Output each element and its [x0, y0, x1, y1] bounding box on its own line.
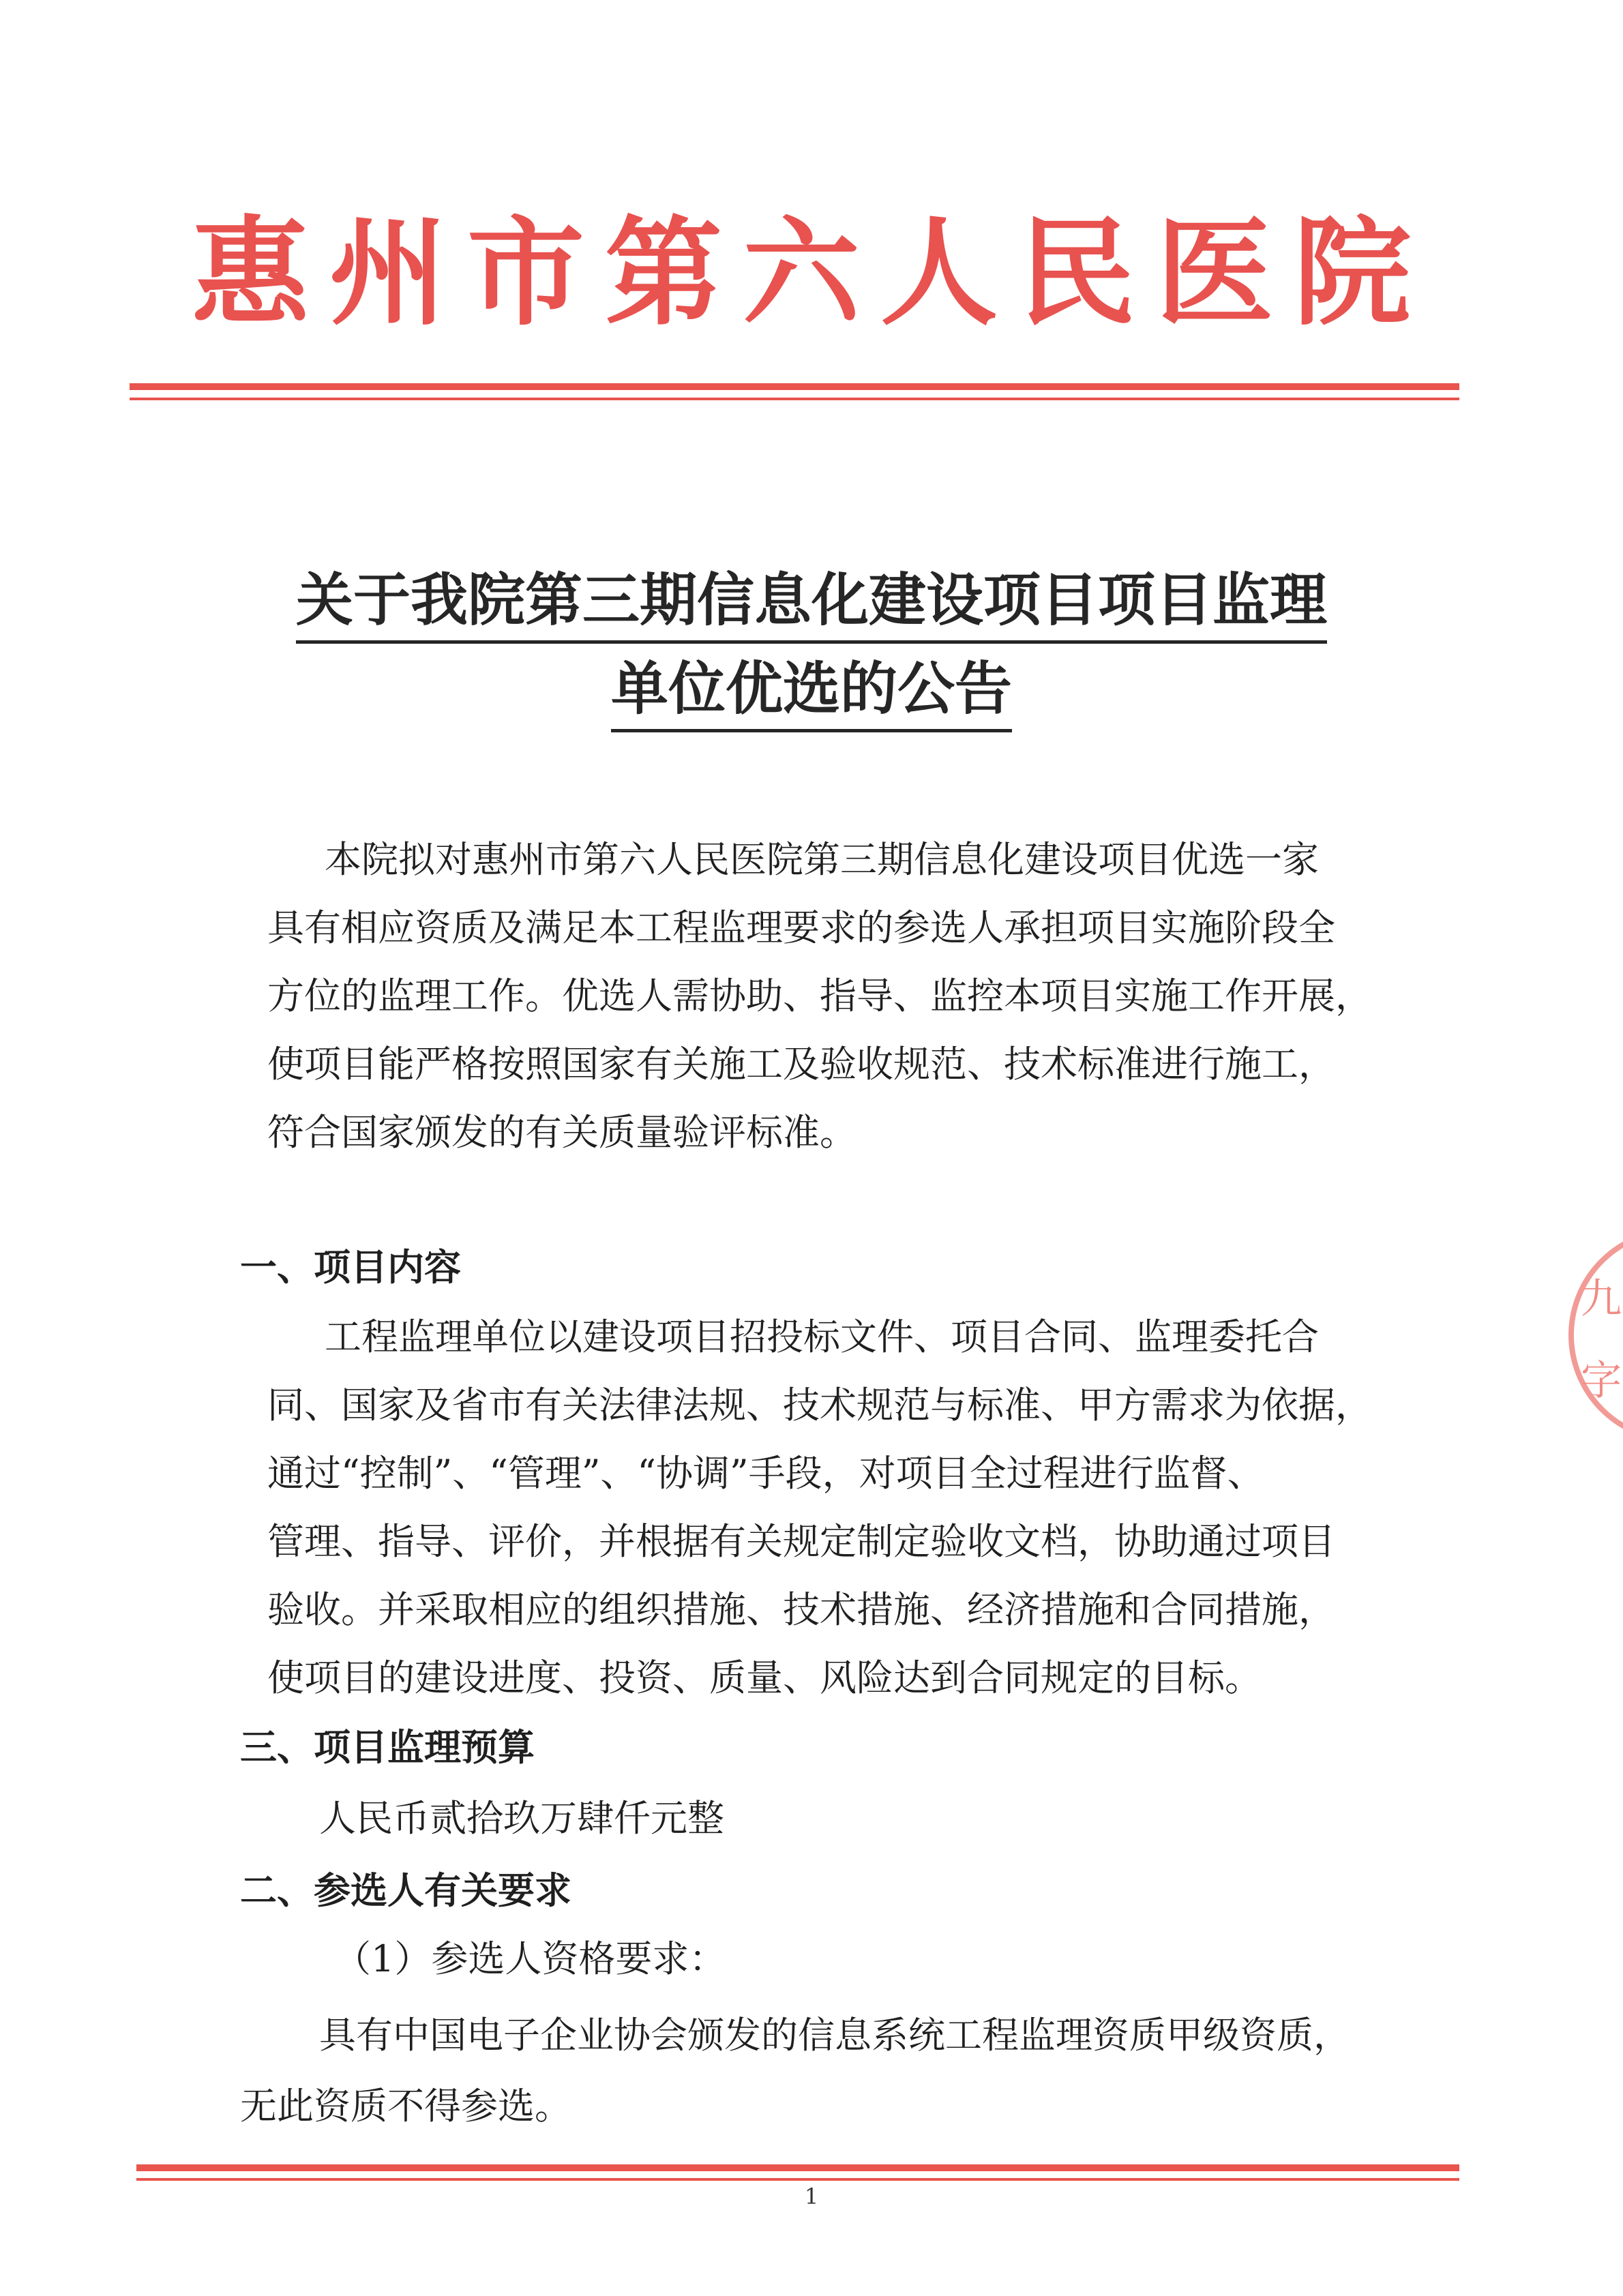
intro-line-3: 方位的监理工作。优选人需协助、指导、监控本项目实施工作开展，: [267, 974, 1372, 1017]
intro-line-1: 本院拟对惠州市第六人民医院第三期信息化建设项目优选一家: [325, 838, 1319, 881]
letterhead-title: 惠州市第六人民医院: [192, 205, 1431, 342]
content-line-6: 使项目的建设进度、投资、质量、风险达到合同规定的目标。: [267, 1656, 1262, 1699]
seal-character-2: 字: [1581, 1357, 1622, 1405]
budget-amount: 人民币贰拾玖万肆仟元整: [319, 1797, 724, 1840]
content-line-2: 同、国家及省市有关法律法规、技术规范与标准、甲方需求为依据，: [267, 1384, 1372, 1427]
requirement-subheading: （1）参选人资格要求：: [334, 1937, 726, 1980]
intro-line-5: 符合国家颁发的有关质量验评标准。: [267, 1111, 857, 1154]
requirement-line-1: 具有中国电子企业协会颁发的信息系统工程监理资质甲级资质，: [319, 2014, 1350, 2057]
content-line-3: 通过“控制”、“管理”、“协调”手段，对项目全过程进行监督、: [267, 1452, 1264, 1495]
notice-title-text-1: 关于我院第三期信息化建设项目项目监理: [296, 567, 1327, 644]
notice-title-text-2: 单位优选的公告: [611, 655, 1012, 732]
notice-title-line-1: [0, 567, 1623, 633]
content-line-1: 工程监理单位以建设项目招投标文件、项目合同、监理委托合: [325, 1315, 1319, 1358]
section-heading-project-content: 一、项目内容: [240, 1246, 461, 1289]
footer-rule-thin: [136, 2178, 1459, 2181]
notice-title-line-2: [0, 655, 1623, 722]
letterhead-rule-thick: [130, 383, 1459, 390]
letterhead-rule-thin: [130, 398, 1459, 400]
footer-rule-thick: [136, 2164, 1459, 2171]
intro-line-4: 使项目能严格按照国家有关施工及验收规范、技术标准进行施工，: [267, 1043, 1335, 1086]
official-seal-stamp: [1568, 1227, 1623, 1443]
section-heading-budget: 三、项目监理预算: [240, 1726, 535, 1769]
intro-line-2: 具有相应资质及满足本工程监理要求的参选人承担项目实施阶段全: [267, 906, 1335, 949]
content-line-5: 验收。并采取相应的组织措施、技术措施、经济措施和合同措施，: [267, 1588, 1335, 1631]
page-number: 1: [804, 2183, 819, 2209]
section-heading-requirements: 二、参选人有关要求: [240, 1869, 571, 1912]
seal-character-1: 九: [1581, 1275, 1622, 1323]
requirement-line-2: 无此资质不得参选。: [240, 2085, 571, 2128]
content-line-4: 管理、指导、评价，并根据有关规定制定验收文档，协助通过项目: [267, 1520, 1335, 1563]
